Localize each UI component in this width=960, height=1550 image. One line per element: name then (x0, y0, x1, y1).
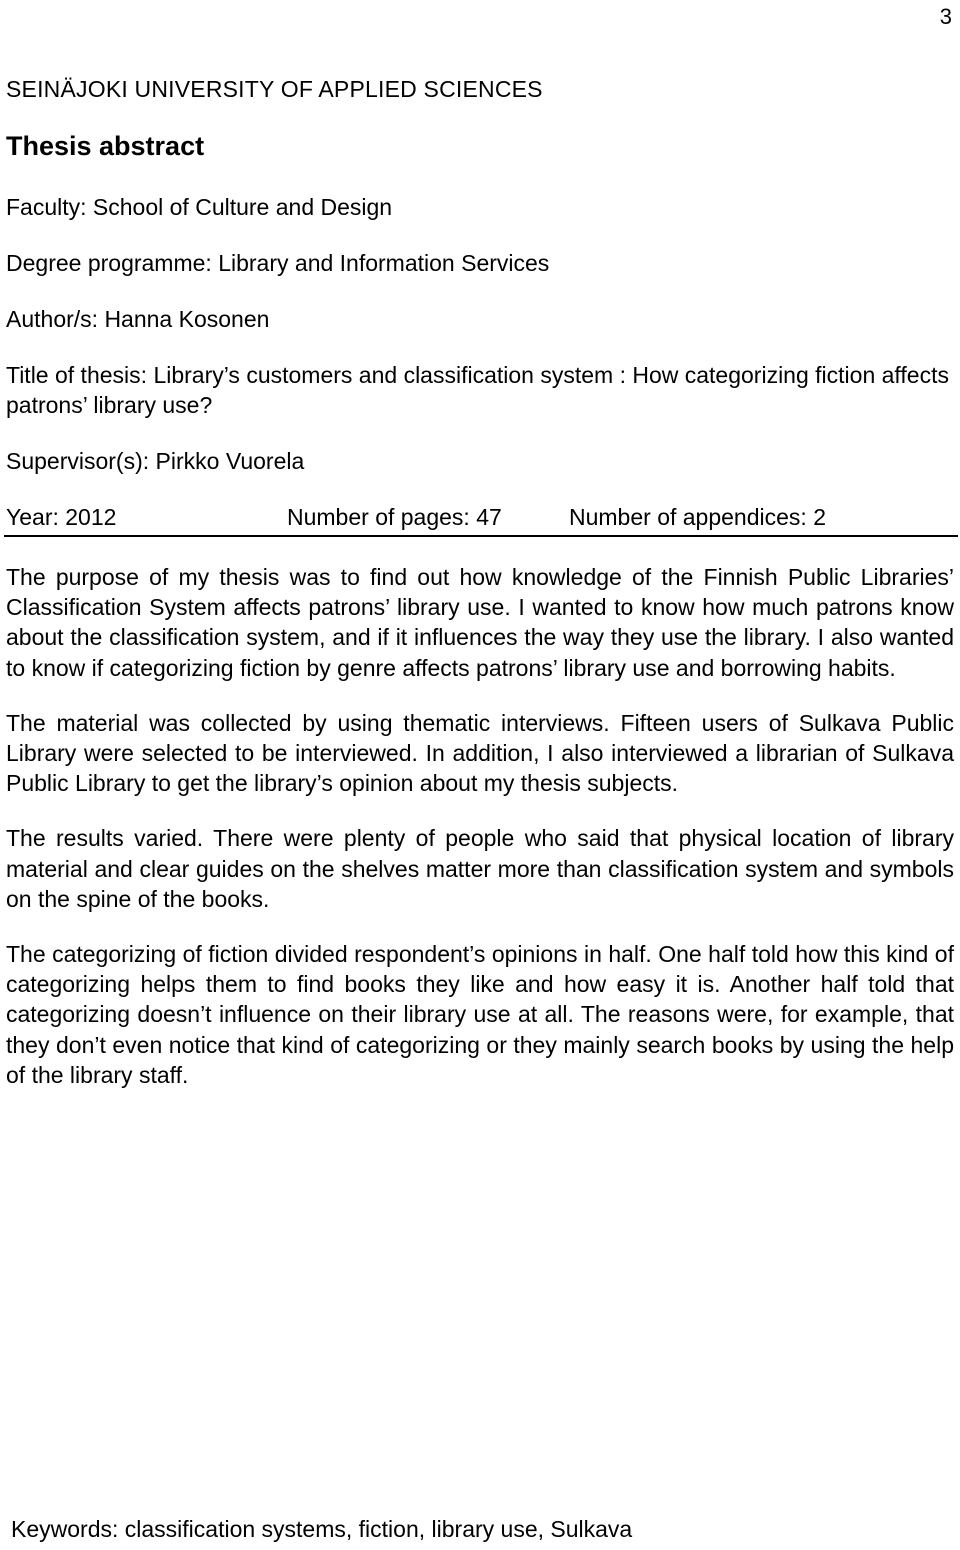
keywords-line (11, 1516, 632, 1543)
pages-field (287, 502, 502, 532)
year-field (6, 502, 116, 532)
university-name: SEINÄJOKI UNIVERSITY OF APPLIED SCIENCES (6, 76, 543, 102)
appendices-value: 2 (813, 504, 826, 530)
supervisor-label: Supervisor(s): (6, 448, 150, 474)
stats-row (6, 502, 956, 534)
abstract-body (6, 562, 954, 1115)
year-label: Year: (6, 504, 59, 530)
page-title: Thesis abstract (6, 131, 205, 161)
appendices-field (569, 502, 826, 532)
abstract-paragraph: The material was collected by using thematic interviews. Fifteen users of Sulkava Public Library were selected to be interviewed. In addition, I also interviewed a librarian of Sulkava Public Library to get the library’s opinion about my thesis subjects. (6, 709, 954, 797)
thesis-title-value: Library’s customers and classification system : How categorizing fiction affects patrons’ library use? (6, 362, 949, 418)
pages-value: 47 (476, 504, 502, 530)
faculty-label: Faculty: (6, 194, 87, 220)
author-value: Hanna Kosonen (104, 306, 270, 332)
year-value: 2012 (65, 504, 117, 530)
appendices-label: Number of appendices: (569, 504, 807, 530)
divider-rule (4, 535, 958, 537)
keywords-value: classification systems, fiction, library use, Sulkava (124, 1516, 633, 1542)
abstract-paragraph: The categorizing of fiction divided respondent’s opinions in half. One half told how this kind of categorizing helps them to find books they like and how easy it is. Another half told that categorizing doesn’t influence on their library use at all. The reasons were, for example, that they don’t even notice that kind of categorizing or they mainly search books by using the help of the library staff. (6, 941, 954, 1088)
pages-label: Number of pages: (287, 504, 470, 530)
author-label: Author/s: (6, 306, 99, 332)
abstract-paragraph: The purpose of my thesis was to find out how knowledge of the Finnish Public Libraries’ Classification System affects patrons’ library use. I wanted to know how much patrons know about the classification system, and if it influences the way they use the library. I also wanted to know if categorizing fiction by genre affects patrons’ library use and borrowing habits. (6, 564, 954, 681)
thesis-title-line (6, 360, 956, 420)
degree-line (6, 248, 549, 278)
degree-label: Degree programme: (6, 250, 212, 276)
page-number: 3 (939, 4, 952, 29)
degree-value: Library and Information Services (218, 250, 550, 276)
supervisor-line (6, 446, 304, 476)
supervisor-value: Pirkko Vuorela (155, 448, 305, 474)
faculty-value: School of Culture and Design (92, 194, 393, 220)
abstract-paragraph: The results varied. There were plenty of people who said that physical location of library material and clear guides on the shelves matter more than classification system and symbols on the spine of the books. (6, 825, 954, 912)
faculty-line (6, 192, 392, 222)
thesis-title-label: Title of thesis: (6, 362, 148, 388)
keywords-label: Keywords: (11, 1516, 119, 1542)
author-line (6, 304, 269, 334)
